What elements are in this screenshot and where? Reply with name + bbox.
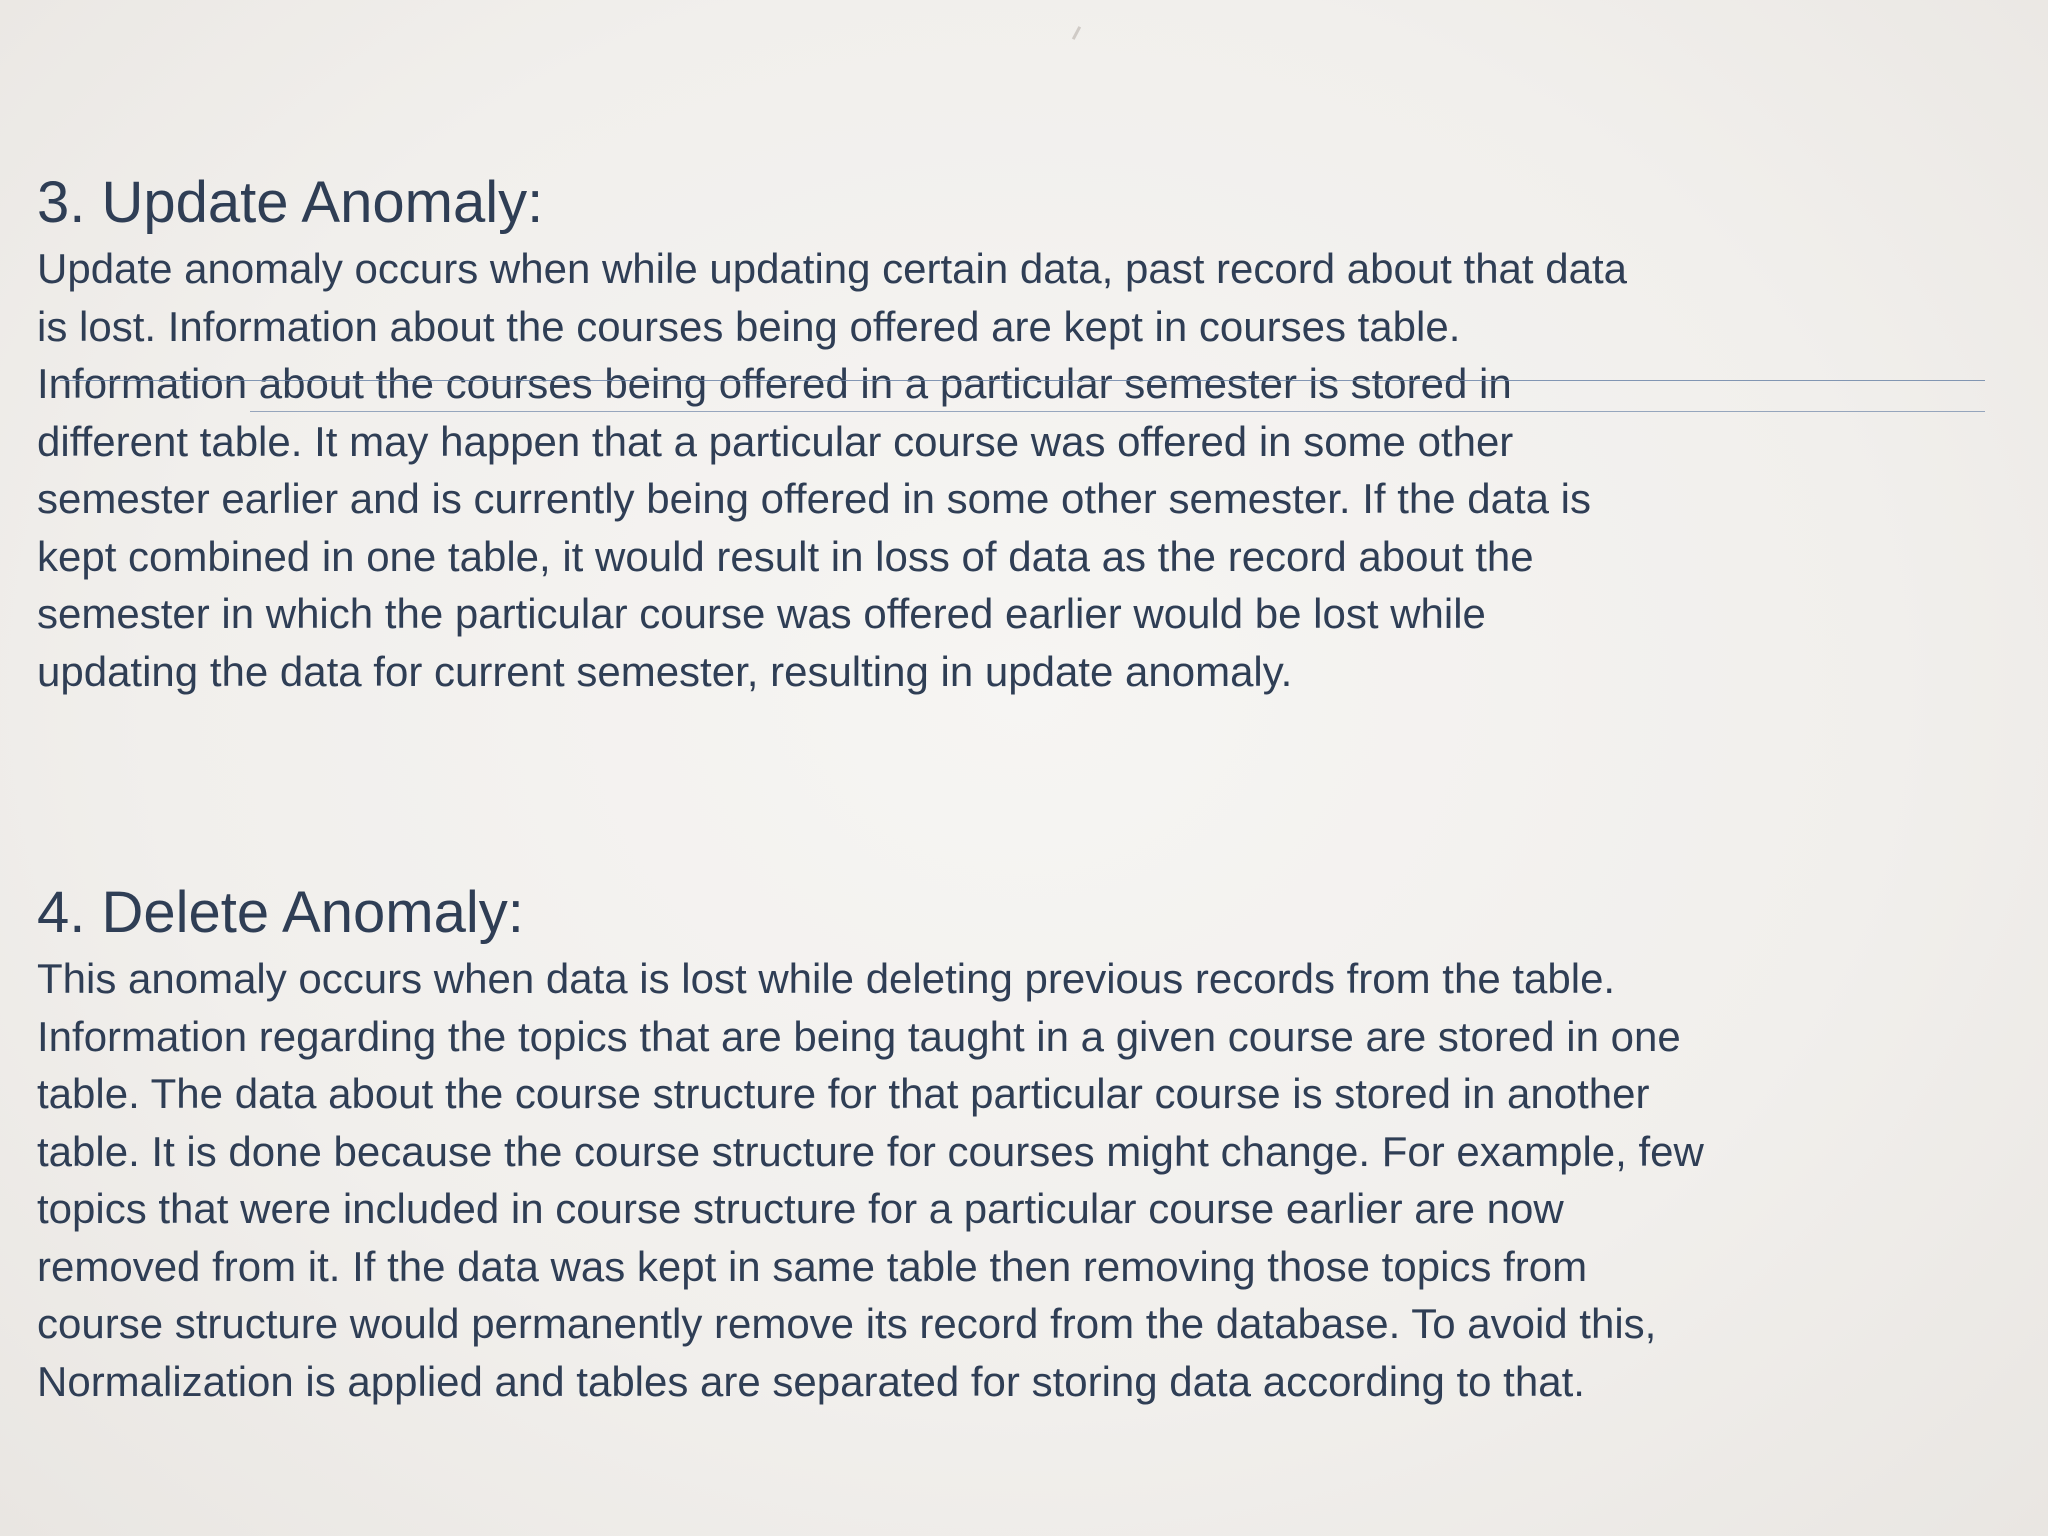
paragraph-line: Information regarding the topics that are being taught in a given course are stored in one [37, 1012, 1681, 1060]
paragraph-line: different table. It may happen that a particular course was offered in some other [37, 417, 1514, 465]
paragraph-line: semester in which the particular course was offered earlier would be lost while [37, 590, 1486, 637]
paragraph-line: Update anomaly occurs when while updating certain data, past record about that data [37, 245, 1627, 292]
delete-anomaly-paragraph [37, 950, 2027, 1410]
paragraph-line: topics that were included in course structure for a particular course earlier are now [37, 1185, 1564, 1232]
paragraph-line: updating the data for current semester, resulting in update anomaly. [37, 647, 1293, 695]
paragraph-line: is lost. Information about the courses being offered are kept in courses table. [37, 302, 1461, 350]
pen-underline-mark [250, 411, 1985, 412]
paper-speck [1072, 26, 1081, 40]
paragraph-line: table. It is done because the course structure for courses might change. For example, few [37, 1127, 1704, 1175]
paragraph-line: Normalization is applied and tables are separated for storing data according to that. [37, 1357, 1585, 1405]
paragraph-line: table. The data about the course structure for that particular course is stored in another [37, 1070, 1650, 1117]
update-anomaly-paragraph [37, 240, 2027, 700]
paragraph-line: course structure would permanently remove its record from the database. To avoid this, [37, 1300, 1657, 1347]
paragraph-line: semester earlier and is currently being offered in some other semester. If the data is [37, 475, 1591, 522]
paragraph-line: removed from it. If the data was kept in same table then removing those topics from [37, 1242, 1588, 1290]
update-anomaly-heading: 3. Update Anomaly: [37, 170, 544, 235]
paragraph-line: kept combined in one table, it would result in loss of data as the record about the [37, 532, 1534, 580]
delete-anomaly-heading: 4. Delete Anomaly: [37, 880, 524, 945]
update-anomaly-section [37, 168, 2027, 700]
pen-underline-mark [60, 380, 1985, 381]
paragraph-line: This anomaly occurs when data is lost while deleting previous records from the table. [37, 955, 1616, 1002]
delete-anomaly-section [37, 878, 2027, 1410]
paragraph-line: Information about the courses being offered in a particular semester is stored in [37, 360, 1512, 407]
